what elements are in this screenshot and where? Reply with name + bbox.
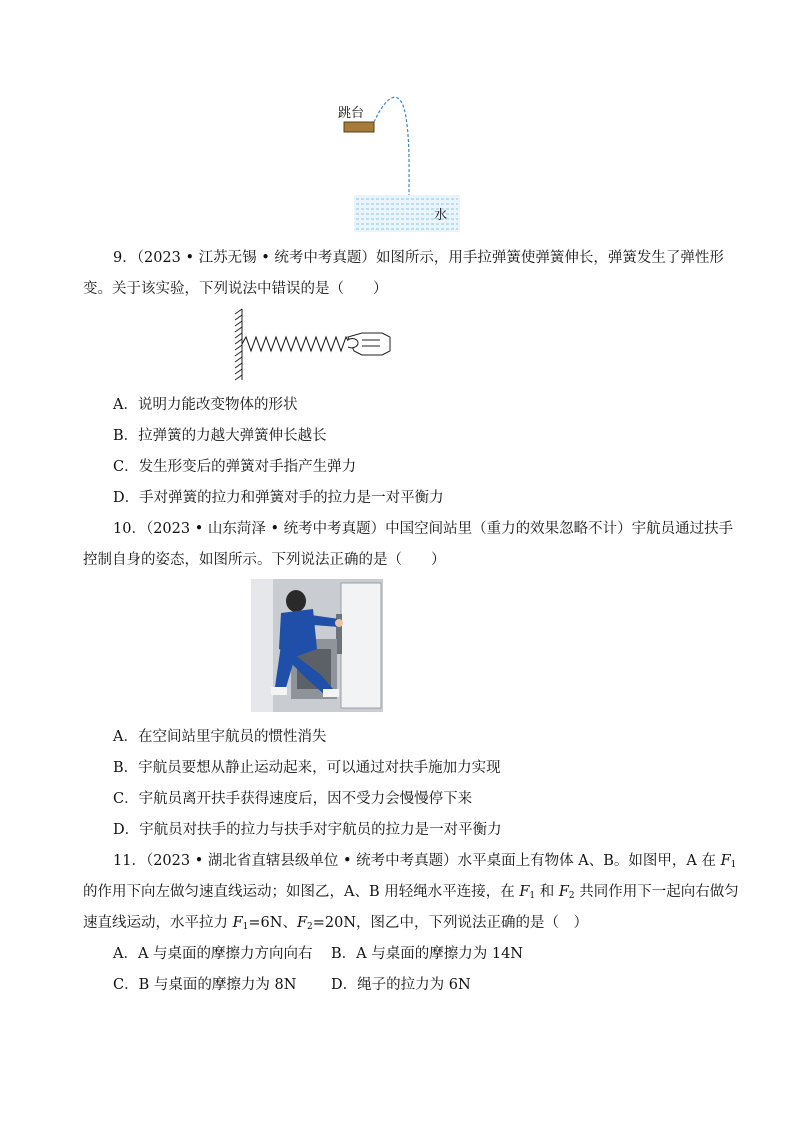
q11-force-f2: F (558, 884, 569, 900)
q11-force-f2b-sub: 2 (307, 922, 313, 932)
q11-option-a: A．A 与桌面的摩擦力方向向右 (113, 946, 313, 962)
q11-force-f: F (720, 853, 731, 869)
q11-force-f1b-sub: 1 (242, 922, 249, 932)
q11-option-d: D．绳子的拉力为 6N (331, 977, 471, 993)
q9-source: （2023 • 江苏无锡 • 统考中考真题） (136, 250, 376, 266)
wall-hatching (235, 309, 242, 380)
q11-number: 11． (113, 853, 146, 869)
q9-stem-text1: 如图所示，用手拉弹簧使弹簧伸长，弹簧发生了弹性形 (375, 250, 724, 266)
cabin-wall-left (251, 579, 273, 712)
diving-trajectory (374, 97, 409, 195)
q9-option-b: B．拉弹簧的力越大弹簧伸长越长 (113, 428, 327, 444)
astronaut-photo (251, 579, 383, 712)
q11-force-f2-sub: 2 (568, 891, 575, 901)
q10-option-d: D．宇航员对扶手的拉力与扶手对宇航员的拉力是一对平衡力 (113, 822, 502, 838)
q10-number: 10． (113, 521, 146, 537)
diving-figure (330, 92, 465, 237)
q10-option-b: B．宇航员要想从静止运动起来，可以通过对扶手施加力实现 (113, 760, 501, 776)
q11-force-f2b: F (296, 915, 308, 931)
platform-label: 跳台 (338, 106, 365, 121)
q11-stem-line3 (83, 913, 588, 937)
q11-force-f1b: F (232, 915, 243, 931)
q11-stem-text3c: =20N，图乙中，下列说法正确的是（ ） (312, 915, 589, 931)
q11-option-b: B．A 与桌面的摩擦力为 14N (331, 946, 523, 962)
spring-coil (242, 337, 350, 351)
q11-force-f1: F (519, 884, 530, 900)
q11-stem-text1: 水平桌面上有物体 A、B。如图甲，A 在 (457, 853, 721, 869)
q11-stem-line1 (113, 851, 736, 875)
q11-stem-line2 (83, 882, 739, 906)
q9-option-c: C．发生形变后的弹簧对手指产生弹力 (113, 459, 357, 475)
q10-option-c: C．宇航员离开扶手获得速度后，因不受力会慢慢停下来 (113, 791, 473, 807)
q9-stem-line1 (113, 248, 724, 268)
q10-stem-line2: 控制自身的姿态，如图所示。下列说法正确的是（ ） (83, 552, 446, 568)
q11-stem-text2c: 共同作用下一起向右做匀 (574, 884, 739, 900)
q10-stem-text1: 中国空间站里（重力的效果忽略不计）宇航员通过扶手 (385, 521, 734, 537)
water-label: 水 (434, 208, 448, 223)
q11-stem-text3a: 速直线运动，水平拉力 (83, 915, 233, 931)
spring-figure (234, 307, 392, 383)
q10-source: （2023 • 山东菏泽 • 统考中考真题） (145, 521, 386, 537)
q9-number: 9． (113, 250, 137, 266)
q11-source: （2023 • 湖北省直辖县级单位 • 统考中考真题） (145, 853, 458, 869)
q9-option-d: D．手对弹簧的拉力和弹簧对手的拉力是一对平衡力 (113, 490, 444, 506)
q11-stem-text2a: 的作用下向左做匀速直线运动；如图乙，A、B 用轻绳水平连接，在 (83, 884, 520, 900)
q11-stem-text3b: =6N、 (248, 915, 297, 931)
q10-stem-line1 (113, 519, 733, 539)
q11-force-sub: 1 (730, 860, 737, 870)
diving-platform (344, 122, 374, 132)
q11-stem-text2b: 和 (535, 884, 559, 900)
q11-option-c: C．B 与桌面的摩擦力为 8N (113, 977, 297, 993)
q10-option-a: A．在空间站里宇航员的惯性消失 (113, 729, 327, 745)
q9-stem-line2: 变。关于该实验，下列说法中错误的是（ ） (83, 281, 388, 297)
cabin-door (341, 583, 381, 708)
q9-option-a: A．说明力能改变物体的形状 (113, 397, 298, 413)
hand-icon (348, 333, 390, 355)
q11-force-f1-sub: 1 (529, 891, 536, 901)
